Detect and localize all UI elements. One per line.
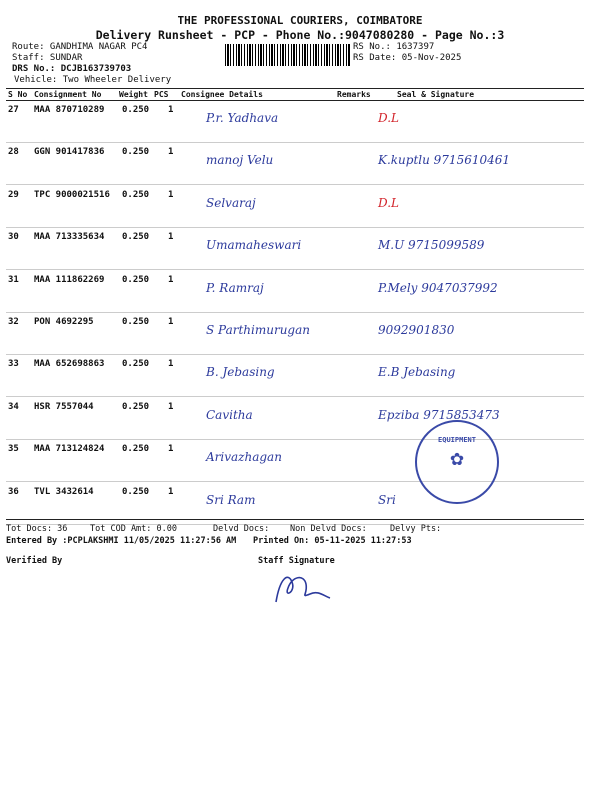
delvy-pts: Delvy Pts: (390, 524, 442, 534)
row-sno: 33 (8, 359, 19, 370)
row-consignment-no: MAA 713335634 (34, 232, 105, 243)
row-weight: 0.250 (122, 105, 150, 115)
row-consignment-no: HSR 7557044 (34, 401, 94, 412)
row-consignee-signature: P. Ramraj (206, 280, 264, 295)
row-pcs: 1 (168, 486, 174, 497)
row-consignment-no: GGN 901417836 (34, 147, 105, 158)
barcode (225, 44, 350, 66)
row-pcs: 1 (168, 359, 174, 370)
vehicle: Vehicle: Two Wheeler Delivery (14, 75, 172, 85)
row-seal-signature: Sri (378, 492, 396, 507)
row-consignee-signature: manoj Velu (206, 153, 274, 168)
row-pcs: 1 (168, 401, 174, 412)
row-sno: 27 (8, 105, 19, 115)
row-seal-signature: K.kuptlu 9715610461 (378, 153, 511, 168)
tot-docs: Tot Docs: 36 (6, 524, 68, 534)
row-pcs: 1 (168, 232, 174, 243)
equipment-stamp (415, 420, 499, 504)
table-row (6, 355, 584, 397)
stamp-text: EQUIPMENT (438, 436, 476, 444)
table-row (6, 398, 584, 440)
table-row (6, 143, 584, 185)
row-consignee-signature: Cavitha (206, 407, 253, 422)
staff: Staff: SUNDAR (12, 53, 83, 63)
col-sno: S No (8, 90, 28, 99)
entered-by: Entered By :PCPLAKSHMI 11/05/2025 11:27:56 AM (6, 536, 237, 546)
row-consignee-signature: Sri Ram (206, 492, 256, 507)
row-weight: 0.250 (122, 147, 150, 158)
col-pcs: PCS (154, 90, 169, 99)
row-sno: 30 (8, 232, 19, 243)
row-consignment-no: TPC 9000021516 (34, 189, 110, 200)
verified-by: Verified By (6, 556, 63, 566)
row-weight: 0.250 (122, 232, 150, 243)
row-seal-signature: Epziba 9715853473 (378, 407, 500, 422)
rs-date: RS Date: 05-Nov-2025 (353, 53, 462, 63)
runsheet-title: Delivery Runsheet - PCP - Phone No.:9047080280 - Page No.:3 (95, 28, 505, 42)
row-consignment-no: TVL 3432614 (34, 486, 94, 497)
row-consignee-signature: P.r. Yadhava (206, 111, 279, 125)
row-pcs: 1 (168, 317, 174, 327)
row-seal-signature: 9092901830 (378, 323, 455, 337)
row-seal-signature: D.L (378, 111, 399, 125)
row-consignee-signature: Selvaraj (206, 195, 256, 210)
printed-on: Printed On: 05-11-2025 11:27:53 (253, 536, 412, 546)
row-sno: 28 (8, 147, 19, 158)
tot-cod-amt: Tot COD Amt: 0.00 (90, 524, 177, 534)
row-sno: 36 (8, 486, 19, 497)
row-weight: 0.250 (122, 317, 150, 327)
row-weight: 0.250 (122, 401, 150, 412)
row-weight: 0.250 (122, 444, 150, 455)
row-pcs: 1 (168, 444, 174, 455)
row-consignee-signature: B. Jebasing (206, 365, 275, 380)
table-row (6, 228, 584, 270)
row-pcs: 1 (168, 274, 174, 285)
row-weight: 0.250 (122, 486, 150, 497)
row-consignment-no: MAA 870710289 (34, 105, 105, 115)
row-seal-signature: M.U 9715099589 (378, 238, 485, 253)
row-sno: 29 (8, 189, 19, 200)
row-sno: 31 (8, 274, 19, 285)
stamp-emblem-icon: ✿ (450, 446, 464, 471)
row-sno: 34 (8, 401, 19, 412)
row-seal-signature: D.L (378, 195, 399, 210)
delvd-docs: Delvd Docs: (213, 524, 270, 534)
row-consignee-signature: Umamaheswari (206, 238, 302, 253)
row-sno: 32 (8, 317, 19, 327)
drs-no: DRS No.: DCJB163739703 (12, 64, 132, 74)
footer-rule (6, 519, 584, 520)
header-rule-top (6, 88, 584, 89)
col-seal-signature: Seal & Signature (397, 90, 475, 99)
row-consignment-no: MAA 652698863 (34, 359, 105, 370)
non-delvd-docs: Non Delvd Docs: (290, 524, 367, 534)
table-row (6, 186, 584, 228)
col-weight: Weight (119, 90, 148, 99)
staff-signature-scribble (270, 568, 340, 608)
table-row (6, 271, 584, 313)
row-consignment-no: MAA 111862269 (34, 274, 105, 285)
row-pcs: 1 (168, 189, 174, 200)
row-sno: 35 (8, 444, 19, 455)
row-consignment-no: PON 4692295 (34, 317, 94, 327)
row-consignment-no: MAA 713124824 (34, 444, 105, 455)
row-weight: 0.250 (122, 274, 150, 285)
row-pcs: 1 (168, 105, 174, 115)
row-seal-signature: E.B Jebasing (378, 365, 456, 380)
col-remarks: Remarks (337, 90, 371, 99)
row-pcs: 1 (168, 147, 174, 158)
staff-signature-label: Staff Signature (258, 556, 335, 566)
row-weight: 0.250 (122, 359, 150, 370)
row-consignee-signature: Arivazhagan (206, 450, 282, 465)
col-consignee: Consignee Details (181, 90, 263, 99)
row-weight: 0.250 (122, 189, 150, 200)
table-row (6, 313, 584, 355)
row-seal-signature: P.Mely 9047037992 (378, 280, 498, 295)
rs-no: RS No.: 1637397 (353, 42, 435, 52)
route: Route: GANDHIMA NAGAR PC4 (12, 42, 148, 52)
row-consignee-signature: S Parthimurugan (206, 323, 310, 337)
table-row (6, 101, 584, 143)
company-name: THE PROFESSIONAL COURIERS, COIMBATORE (177, 14, 423, 27)
col-consignment: Consignment No (34, 90, 102, 99)
